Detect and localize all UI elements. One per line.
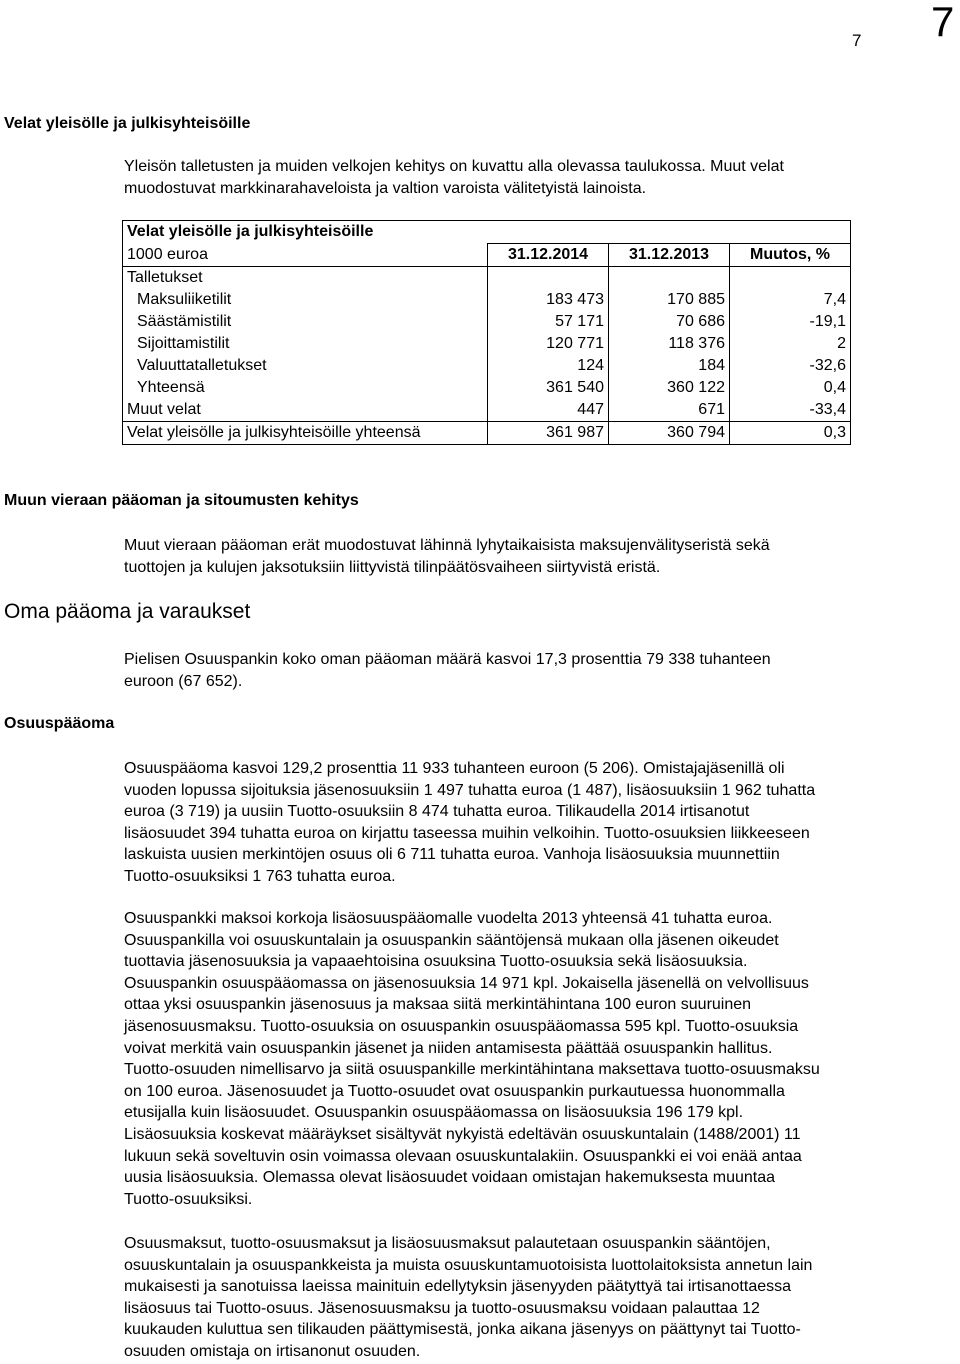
text-line: jäsenosuusmaksu. Tuotto-osuuksia on osuuspankin osuuspääomassa 595 kpl. Tuotto-osuuksia [124,1017,799,1035]
section-heading-equity: Oma pääoma ja varaukset [4,600,251,623]
cell-2013: 184 [609,355,730,377]
cell-change: 0,4 [730,377,851,399]
text-line: osuuden omistaja on irtisanonut osuuden. [124,1342,421,1360]
column-header: Muutos, % [730,244,851,267]
text-line: Osuusmaksut, tuotto-osuusmaksut ja lisäosuusmaksut palautetaan osuuspankin sääntöjen, [124,1235,771,1252]
text-line: voivat merkitä vain osuuspankin jäsenet ja niiden antamisesta päättää osuuspankin hallitus. [124,1039,773,1057]
cell-change: -19,1 [730,311,851,333]
cell-change: 2 [730,333,851,355]
cell-2014: 361 540 [488,377,609,399]
text-line: Lisäosuuksia koskevat määräykset sisältyvät nykyistä edeltävän osuuskuntalain (1488/2001) 11 [124,1125,801,1143]
table-title-row [123,221,851,244]
unit-label: 1000 euroa [123,244,488,267]
cooperative-capital-paragraph-2 [124,908,914,1210]
group-label: Talletukset [123,267,488,290]
text-line: Osuuspankki maksoi korkoja lisäosuuspääomalle vuodelta 2013 yhteensä 41 tuhatta euroa. [124,910,773,927]
debts-intro-paragraph [124,156,914,199]
row-label: Valuuttatalletukset [123,355,488,377]
table-header-row [123,244,851,267]
cooperative-capital-paragraph-3 [124,1233,914,1363]
equity-paragraph [124,649,914,692]
row-label: Yhteensä [123,377,488,399]
row-label: Sijoittamistilit [123,333,488,355]
text-line: Tuotto-osuuksiksi 1 763 tuhatta euroa. [124,867,396,885]
table-title: Velat yleisölle ja julkisyhteisöille [123,221,488,244]
text-line: uusia lisäosuuksia. Olemassa olevat lisäosuudet voidaan omistajan hakemuksesta muuntaa [124,1169,776,1187]
cell-2014: 57 171 [488,311,609,333]
table-row [123,355,851,377]
table-row [123,377,851,399]
table-total-row [123,422,851,445]
row-label: Velat yleisölle ja julkisyhteisöille yhteensä [123,422,488,445]
cell-change: 7,4 [730,289,851,311]
page-number-small: 7 [852,31,862,50]
text-line: mukaisesti ja sanotuissa laeissa mainituin edellytyksin jäsenyyden päätyttyä tai irtisanottaessa [124,1278,792,1296]
table-row [123,311,851,333]
text-line: lisäosuus tai Tuotto-osuus. Jäsenosuusmaksu ja tuotto-osuusmaksu voidaan palauttaa 12 [124,1299,760,1317]
cell-change: -33,4 [730,399,851,422]
cell-2013: 170 885 [609,289,730,311]
cell-2013: 360 122 [609,377,730,399]
table-row [123,289,851,311]
text-line: Pielisen Osuuspankin koko oman pääoman määrä kasvoi 17,3 prosenttia 79 338 tuhanteen [124,651,771,668]
text-line: Yleisön talletusten ja muiden velkojen kehitys on kuvattu alla olevassa taulukossa. Muut velat [124,158,784,175]
text-line: lisäosuudet 394 tuhatta euroa on kirjattu taseessa muihin velkoihin. Tuotto-osuuksien liikkeeseen [124,824,810,842]
text-line: laskuista uusien merkintöjen osuus oli 6 711 tuhatta euroa. Vanhoja lisäosuuksia muunnettiin [124,846,780,864]
text-line: ottaa yksi osuuspankin jäsenosuus ja maksaa siitä merkintähintana 100 euron suuruinen [124,996,752,1014]
text-line: etusijalla kuin lisäosuudet. Osuuspankin osuuspääomassa on lisäosuuksia 196 179 kpl. [124,1104,744,1122]
row-label: Maksuliiketilit [123,289,488,311]
section-heading-cooperative-capital: Osuuspääoma [4,715,115,732]
text-line: osuuskuntalain ja osuuspankkeista ja muista osuuskuntamuotoisista luottolaitoksista annetun lain [124,1256,813,1274]
text-line: kuukauden kuluttua sen tilikauden päättymisestä, jonka aikana jäsenyys on päättynyt tai Tuotto- [124,1321,801,1339]
cell-2014: 447 [488,399,609,422]
cell-2013: 70 686 [609,311,730,333]
text-line: lukuun sekä soveltuvin osin voimassa olevaan osuuskuntalakiin. Osuuspankki ei voi enää antaa [124,1147,802,1165]
text-line: euroon (67 652). [124,672,243,690]
text-line: tuottojen ja kulujen jaksotuksiin liittyvistä tilinpäätösvaiheen siirtyvistä eristä. [124,558,661,576]
cell-2014: 124 [488,355,609,377]
text-line: Osuuspääoma kasvoi 129,2 prosenttia 11 933 tuhanteen euroon (5 206). Omistajajäsenillä oli [124,760,785,777]
cell-2013: 360 794 [609,422,730,445]
row-label: Säästämistilit [123,311,488,333]
cell-2014: 120 771 [488,333,609,355]
text-line: Osuuspankin osuuspääomassa on jäsenosuuksia 14 971 kpl. Jokaisella jäsenellä on velvollisuus [124,974,809,992]
cell-2013: 671 [609,399,730,422]
column-header: 31.12.2014 [488,244,609,267]
cooperative-capital-paragraph-1 [124,758,914,888]
cell-2014: 361 987 [488,422,609,445]
section-heading-other-liabilities: Muun vieraan pääoman ja sitoumusten kehitys [4,492,359,509]
text-line: vuoden lopussa sijoituksia jäsenosuuksiin 1 497 tuhatta euroa (1 487), lisäosuuksiin 1 962 tuhatta [124,781,816,799]
text-line: on 100 euroa. Jäsenosuudet ja Tuotto-osuudet ovat osuuspankin purkautuessa huonommalla [124,1082,785,1100]
text-line: Tuotto-osuuden nimellisarvo ja siitä osuuspankille merkintähintana maksettava tuotto-osuusmaksu [124,1061,820,1079]
column-header: 31.12.2013 [609,244,730,267]
text-line: muodostuvat markkinarahaveloista ja valtion varoista välitetyistä lainoista. [124,179,647,197]
text-line: tuottavia jäsenosuuksia ja vapaaehtoisina osuuksina Tuotto-osuuksia sekä lisäosuuksia. [124,953,748,971]
table-row [123,333,851,355]
text-line: Muut vieraan pääoman erät muodostuvat lähinnä lyhytaikaisista maksujenvälityseristä sekä [124,537,770,554]
table-group-row [123,267,851,290]
cell-2014: 183 473 [488,289,609,311]
page-number-large: 7 [931,0,955,45]
debts-table [122,220,851,445]
text-line: Osuuspankilla voi osuuskuntalain ja osuuspankin sääntöjensä mukaan olla jäsenen oikeudet [124,931,779,949]
row-label: Muut velat [123,399,488,422]
other-liabilities-paragraph [124,535,914,578]
cell-change: 0,3 [730,422,851,445]
section-heading-debts: Velat yleisölle ja julkisyhteisöille [4,115,251,132]
cell-change: -32,6 [730,355,851,377]
text-line: euroa (3 719) ja uusiin Tuotto-osuuksiin 8 474 tuhatta euroa. Tilikaudella 2014 irtisanotut [124,803,750,821]
table-row [123,399,851,422]
cell-2013: 118 376 [609,333,730,355]
text-line: Tuotto-osuuksiksi. [124,1190,253,1208]
